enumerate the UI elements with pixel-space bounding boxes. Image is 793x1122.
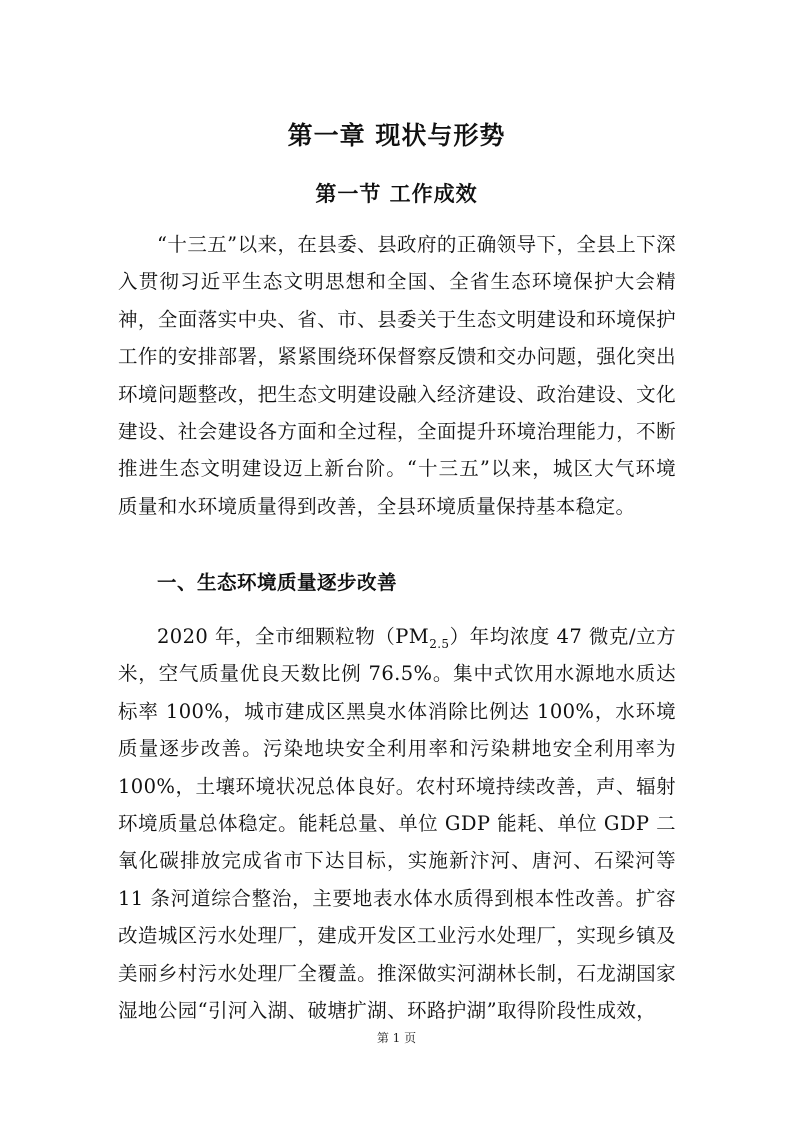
page-number: 1 [392,1031,401,1045]
section-title: 第一节 工作成效 [315,181,478,206]
footer-prefix: 第 [376,1031,389,1045]
subheading-ecology: 一、生态环境质量逐步改善 [157,571,398,594]
footer-suffix: 页 [404,1031,417,1045]
body-paragraph-1: “十三五”以来，在县委、县政府的正确领导下，全县上下深入贯彻习近平生态文明思想和全国、全省生态环境保护大会精神，全面落实中央、省、市、县委关于生态文明建设和环境保护工作的安排部署，紧紧围绕环保督察反馈和交办问题，强化突出环境问题整改，把生态文明建设融入经济建设、政治建设、文化建设、社会建设各方面和全过程，全面提升环境治理能力，不断推进生态文明建设迈上新台阶。“十三五”以来，城区大气环境质量和水环境质量得到改善，全县环境质量保持基本稳定。 [118,233,676,518]
pm-subscript: 2.5 [429,636,450,651]
paragraph-2-text-a: 2020 年，全市细颗粒物（PM [157,625,430,648]
page-footer [0,1030,793,1046]
body-paragraph-2 [118,618,676,1029]
chapter-title: 第一章 现状与形势 [287,121,506,150]
paragraph-2-text-b: ）年均浓度 47 微克/立方米，空气质量优良天数比例 76.5%。集中式饮用水源地水质达标率 100%，城市建成区黑臭水体消除比例达 100%，水环境质量逐步改善。污染地块安全利用率和污染耕地安全利用率为 100%，土壤环境状况总体良好。农村环境持续改善，声、辐射环境质量总体稳定。能耗总量、单位 GDP 能耗、单位 GDP 二氧化碳排放完成省市下达目标，实施新汴河、唐河、石梁河等 11 条河道综合整治，主要地表水体水质得到根本性改善。扩容改造城区污水处理厂，建成开发区工业污水处理厂，实现乡镇及美丽乡村污水处理厂全覆盖。推深做实河湖林长制，石龙湖国家湿地公园“引河入湖、破塘扩湖、环路护湖”取得阶段性成效， [118,625,677,1023]
